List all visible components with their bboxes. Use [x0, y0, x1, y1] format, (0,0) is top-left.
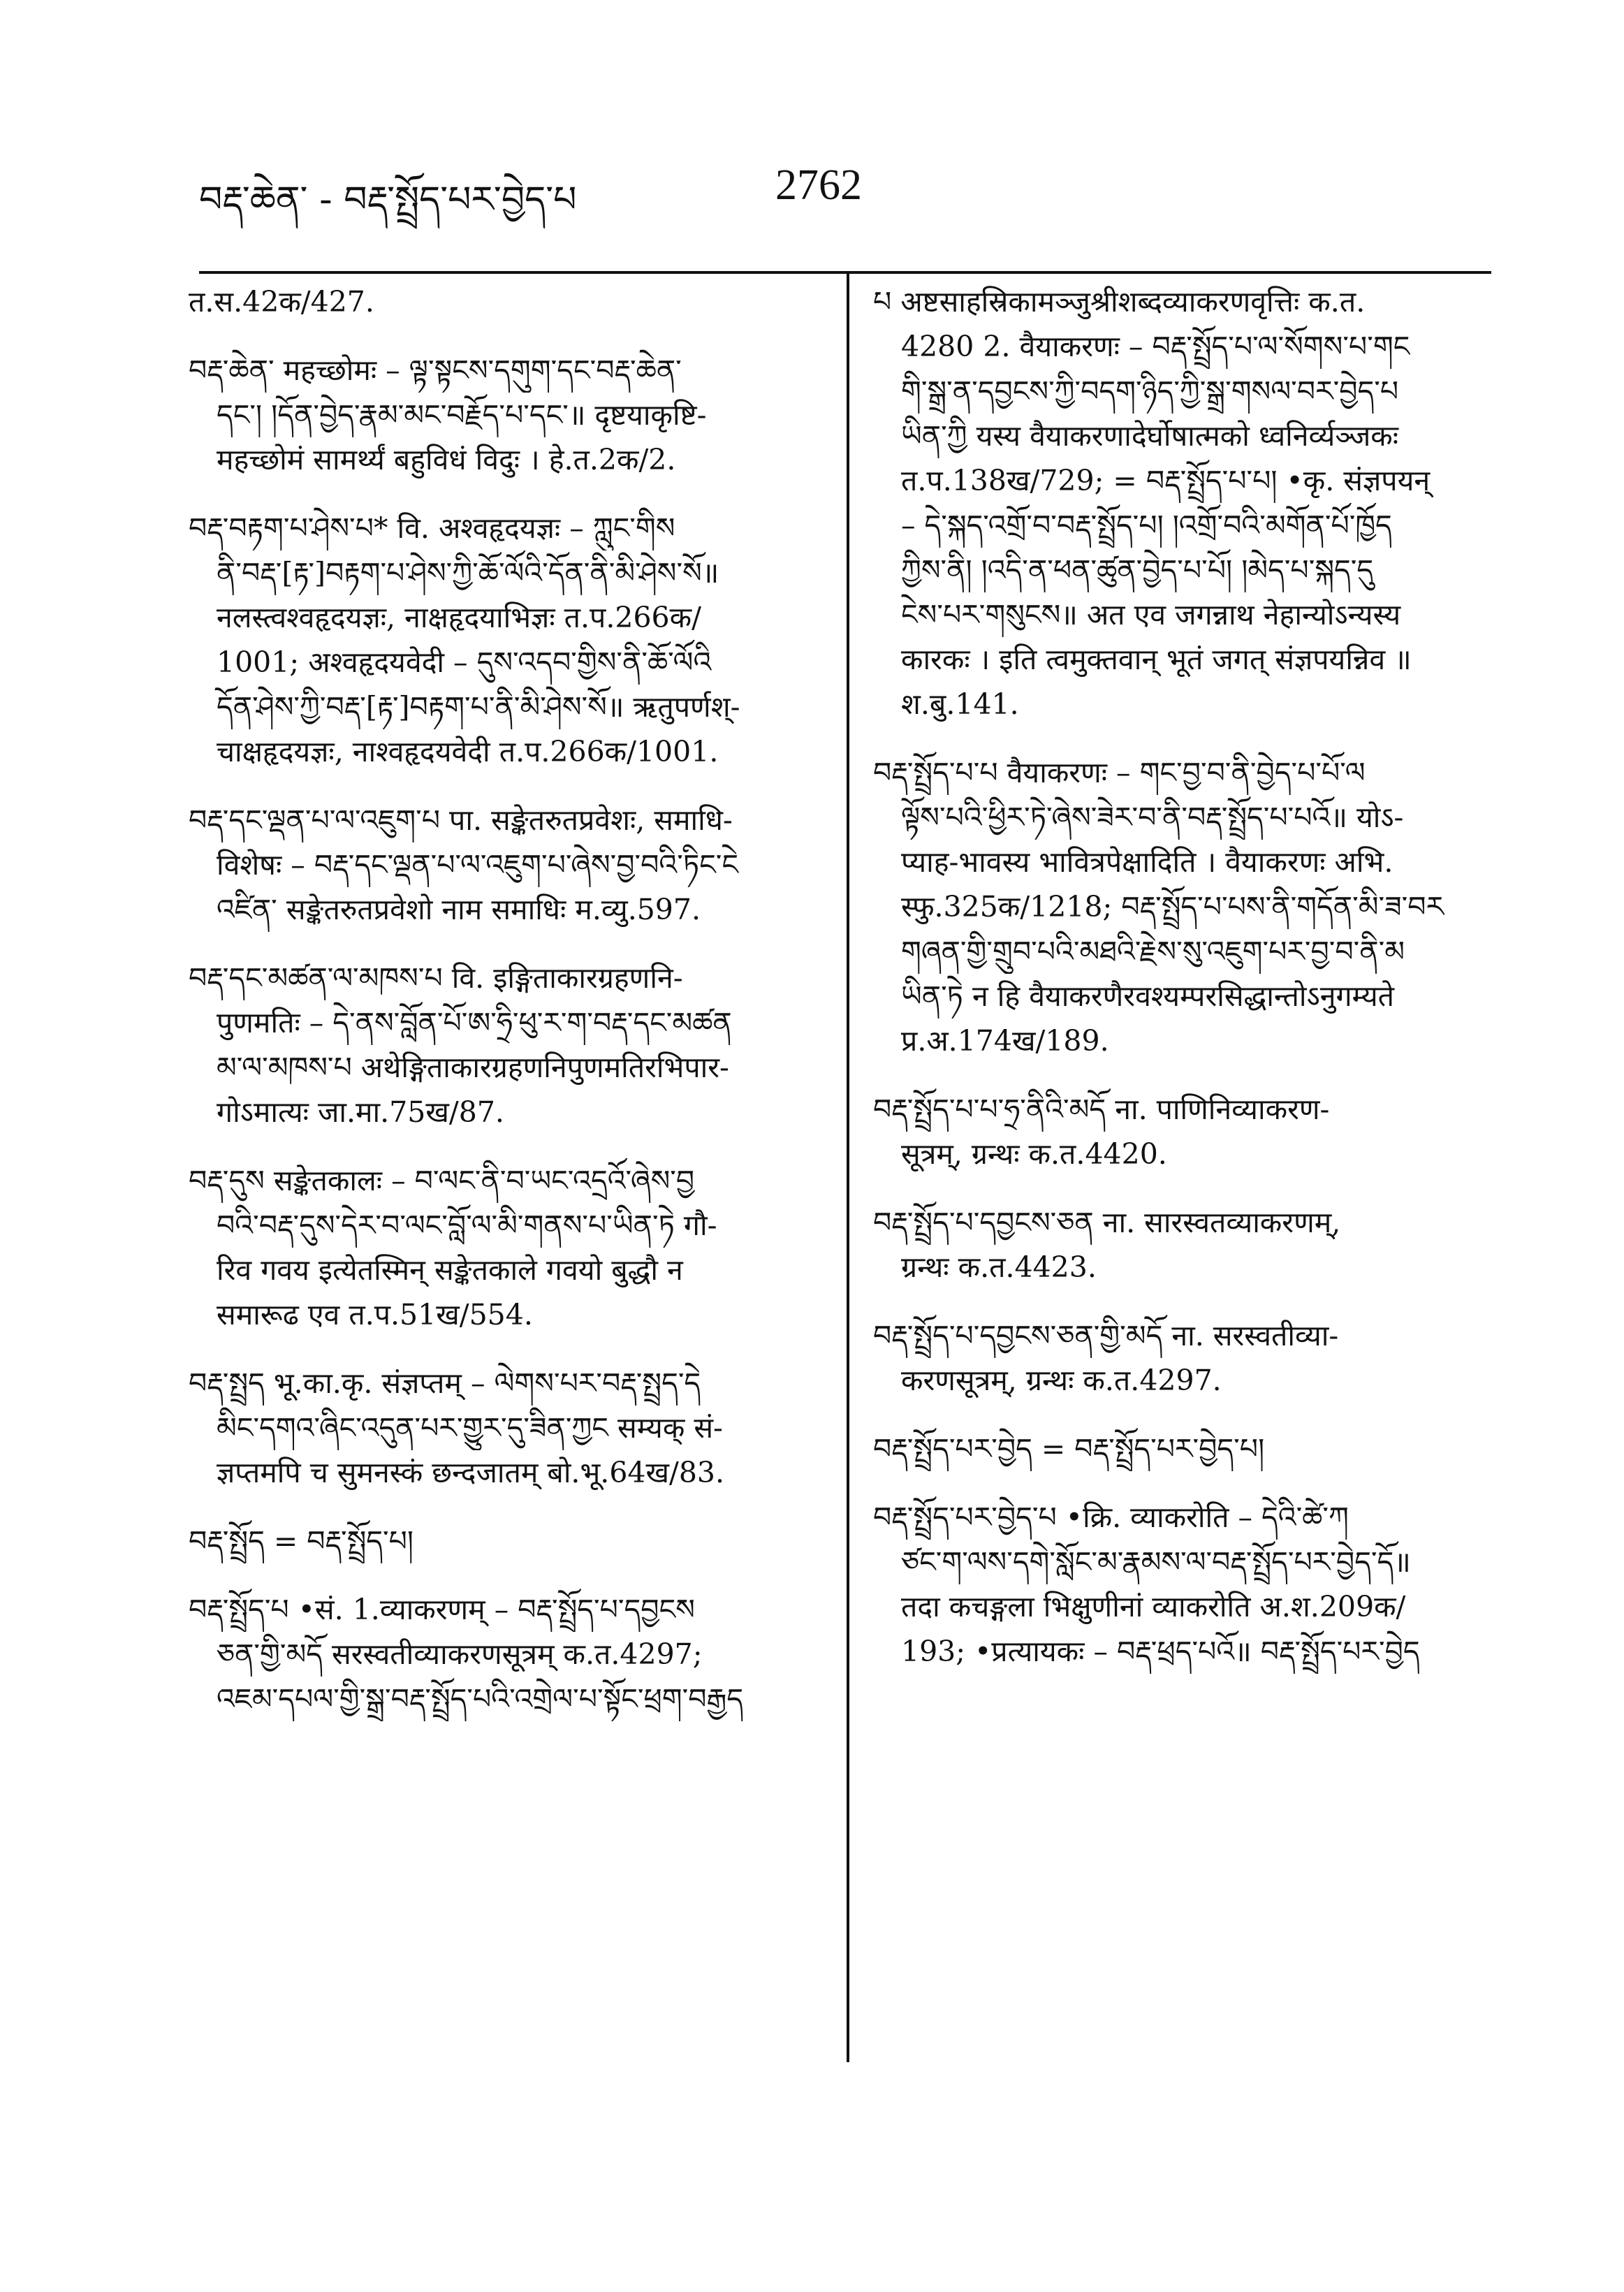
- entry-line: ཅན་གྱི་མདོ सरस्वतीव्याकरणसूत्रम् क.त.4297;: [217, 1637, 703, 1671]
- column-divider: [847, 274, 849, 2062]
- dictionary-entry: [189, 956, 803, 1134]
- entry-line: चाक्षहृदयज्ञः, नाश्वहृदयवेदी त.प.266क/1001.: [217, 735, 719, 768]
- entry-line: 193; •प्रत्यायकः – བརྡ་ཕྲད་པའོ॥ བརྡ་སྤྲོད་པར་བྱེད: [901, 1635, 1420, 1668]
- entry-line: स्फु.325क/1218; བརྡ་སྤྲོད་པ་པས་ནི་གདོན་མི་ཟ་བར: [901, 890, 1444, 924]
- entry-line: བརྡ་སྤྲོད་པ་དབྱངས་ཅན ना. सारस्वतव्याकरणम्,: [873, 1206, 1341, 1239]
- entry-line: करणसूत्रम्, ग्रन्थः क.त.4297.: [901, 1364, 1222, 1397]
- dictionary-entry: [189, 798, 803, 932]
- entry-line: सूत्रम्, ग्रन्थः क.त.4420.: [901, 1137, 1167, 1171]
- dictionary-entry: [189, 348, 803, 482]
- dictionary-entry: [189, 1361, 803, 1495]
- entry-line: བརྡ་སྤྲོད་པར་བྱེད་པ •क्रि. व्याकरोति – དེའི་ཚེ་ཀ: [873, 1501, 1349, 1534]
- entry-line: བརྡ་བརྟག་པ་ཤེས་པ* वि. अश्वहृदयज्ञः – ཀླུང་གིས: [189, 511, 675, 545]
- entry-line: 1001; अश्वहृदयवेदी – དུས་འདབ་གྱིས་ནི་ཆོ་ལོའི: [217, 645, 712, 679]
- entry-line: བརྡ་སྤྲོད་པ •सं. 1.व्याकरणम् – བརྡ་སྤྲོད་པ་དབྱངས: [189, 1593, 695, 1626]
- entry-line: བའི་བརྡ་དུས་དེར་བ་ལང་བློ་ལ་མི་གནས་པ་ཡིན་ཏེ गौ-: [217, 1209, 717, 1242]
- entry-line: गोऽमात्यः जा.मा.75ख/87.: [217, 1095, 504, 1129]
- entry-line: ངེས་པར་གསུངས॥ अत एव जगन्नाथ नेहान्योऽन्यस्य: [901, 598, 1401, 632]
- entry-line: འཇམ་དཔལ་གྱི་སྒྲ་བརྡ་སྤྲོད་པའི་འགྲེལ་པ་སྟོང་ཕྲག་བརྒྱད: [217, 1682, 744, 1716]
- entry-line: – དེ་སྐད་འགྲོ་བ་བརྡ་སྤྲོད་པ། །འགྲོ་བའི་མགོན་པོ་ཁྱོད: [901, 509, 1392, 542]
- entry-line: བརྡ་སྤྲོད = བརྡ་སྤྲོད་པ།: [189, 1524, 414, 1558]
- entry-line: འཛིན་ सङ्केतरुतप्रवेशो नाम समाधिः म.व्यु.597.: [217, 893, 701, 926]
- entry-line: གཞན་གྱི་གྲུབ་པའི་མཐའི་རྗེས་སུ་འཇུག་པར་བྱ་བ་ནི་མ: [901, 935, 1405, 968]
- dictionary-entry: [873, 750, 1488, 1063]
- entry-line: བརྡ་སྤྲོད་པ་པ་ཧྲ་ནིའི་མདོ ना. पाणिनिव्याकरण-: [873, 1093, 1330, 1126]
- entry-line: བརྡ་དང་ལྡན་པ་ལ་འཇུག་པ पा. सङ्केतरुतप्रवेशः, समाधि-: [189, 803, 733, 837]
- entry-line: रिव गवय इत्येतस्मिन् सङ्केतकाले गवयो बुद्धौ न: [217, 1253, 683, 1287]
- dictionary-entry: [189, 279, 803, 324]
- entry-line: བརྡ་དང་མཚན་ལ་མཁས་པ वि. इङ्गिताकारग्रहणनि-: [189, 961, 683, 995]
- entry-line: དོན་ཤེས་ཀྱི་བརྡ་[རྟ་]བརྟག་པ་ནི་མི་ཤེས་སོ॥ ऋतुपर्णश्-: [217, 690, 740, 724]
- left-column: [189, 279, 803, 1745]
- entry-line: महच्छोमं सामर्थ्यं बहुविधं विदुः । हे.त.2क/2.: [217, 443, 676, 476]
- entry-line: नलस्त्वश्वहृदयज्ञः, नाक्षहृदयाभिज्ञः त.प.266क/: [217, 601, 701, 634]
- right-column: [873, 279, 1488, 1698]
- dictionary-entry: [873, 1087, 1488, 1176]
- entry-line: མིང་དགའ་ཞིང་འདུན་པར་གྱུར་དུ་ཟིན་ཀྱང सम्यक् सं-: [217, 1411, 723, 1445]
- entry-line: བརྡ་སྤྲོད་པར་བྱེད = བརྡ་སྤྲོད་པར་བྱེད་པ།: [873, 1432, 1265, 1466]
- entry-line: ཡིན་ཀྱི यस्य वैयाकरणादेर्घोषात्मको ध्वनिर्व्यञ्जकः: [901, 419, 1399, 453]
- dictionary-entry: [873, 1426, 1488, 1471]
- dictionary-entry: [189, 1519, 803, 1563]
- entry-line: श.बु.141.: [901, 687, 1019, 721]
- entry-line: གི་སྒྲ་ན་དབྱངས་ཀྱི་བདག་ཉིད་ཀྱི་སྒྲ་གསལ་བར་བྱེད་པ: [901, 374, 1399, 408]
- dictionary-entry: [189, 506, 803, 774]
- entry-line: ཡིན་ཏེ न हि वैयाकरणैरवश्यम्परसिद्धान्तोऽनुगम्यते: [901, 979, 1395, 1013]
- entry-line: प्याह-भावस्य भावित्रपेक्षादिति । वैयाकरणः अभि.: [901, 845, 1393, 879]
- entry-line: कारकः । इति त्वमुक्तवान् भूतं जगत् संज्ञपयन्निव ॥: [901, 643, 1412, 676]
- entry-line: ཀྱིས་ནི། །འདི་ན་ཕན་ཚུན་བྱེད་པ་པོ། །མེད་པ་སྐད་དུ: [901, 553, 1374, 587]
- entry-line: समारूढ एव त.प.51ख/554.: [217, 1298, 533, 1331]
- dictionary-entry: [873, 1495, 1488, 1674]
- dictionary-entry: [873, 279, 1488, 727]
- dictionary-entry: [873, 1200, 1488, 1290]
- entry-line: བརྡ་སྤྲད भू.का.कृ. संज्ञप्तम् – ལེགས་པར་བརྡ་སྤྲད་དེ: [189, 1366, 701, 1400]
- entry-line: ग्रन्थः क.त.4423.: [901, 1250, 1097, 1284]
- dictionary-entry: [189, 1587, 803, 1721]
- entry-line: त.प.138ख/729; = བརྡ་སྤྲོད་པ་པ། •कृ. संज्ञपयन्: [901, 464, 1431, 497]
- entry-line: པ अष्टसाहस्रिकामञ्जुश्रीशब्दव्याकरणवृत्तिः क.त.: [873, 285, 1366, 319]
- entry-line: 4280 2. वैयाकरणः – བརྡ་སྤྲོད་པ་ལ་སོགས་པ་གང: [901, 330, 1410, 363]
- entry-line: पुणमतिः – དེ་ནས་བློན་པོ་ཨ་ཧྲི་ཕུ་ར་ག་བརྡ་དང་མཚན: [217, 1006, 732, 1039]
- dictionary-entry: [189, 1158, 803, 1337]
- entry-line: ལྟོས་པའི་ཕྱིར་ཏེ་ཞེས་ཟེར་བ་ནི་བརྡ་སྤྲོད་པ་པའོ॥ योऽ-: [901, 801, 1404, 834]
- header-rule: [199, 271, 1491, 274]
- entry-line: མ་ལ་མཁས་པ अथेङ्गिताकारग्रहणनिपुणमतिरभिपार-: [217, 1051, 729, 1084]
- entry-line: ཙང་ག་ལས་དགེ་སློང་མ་རྣམས་ལ་བརྡ་སྤྲོད་པར་བྱེད་དོ॥: [901, 1545, 1411, 1579]
- page-number: 2762: [775, 161, 862, 209]
- dictionary-entry: [873, 1313, 1488, 1403]
- entry-line: དང་། །དོན་བྱེད་རྣམ་མང་བརྗོད་པ་དང་॥ दृष्टयाकृष्टि-: [217, 398, 707, 432]
- entry-line: ནི་བརྡ་[རྟ་]བརྟག་པ་ཤེས་ཀྱི་ཆོ་ལོའི་དོན་ནི་མི་ཤེས་སོ॥: [217, 556, 719, 590]
- entry-line: विशेषः – བརྡ་དང་ལྡན་པ་ལ་འཇུག་པ་ཞེས་བྱ་བའི་ཏིང་ངེ: [217, 848, 739, 882]
- entry-line: བརྡ་དུས सङ्केतकालः – བ་ལང་ནི་བ་ཡང་འདྲའོ་ཞེས་བྱ: [189, 1164, 695, 1197]
- entry-line: त.स.42क/427.: [189, 285, 374, 319]
- entry-line: तदा कचङ्गला भिक्षुणीनां व्याकरोति अ.श.209क/: [901, 1590, 1406, 1623]
- entry-line: ज्ञप्तमपि च सुमनस्कं छन्दजातम् बो.भू.64ख/83.: [217, 1456, 725, 1489]
- entry-line: प्र.अ.174ख/189.: [901, 1024, 1109, 1058]
- entry-line: བརྡ་ཆེན་ महच्छोमः – ལྟ་སྟངས་དགུག་དང་བརྡ་ཆེན་: [189, 353, 682, 387]
- running-head: བརྡ་ཆེན་ - བརྡ་སྤྲོད་པར་བྱེད་པ: [199, 179, 577, 221]
- entry-line: བརྡ་སྤྲོད་པ་པ वैयाकरणः – གང་བྱ་བ་ནི་བྱེད་པ་པོ་ལ: [873, 756, 1366, 789]
- entry-line: བརྡ་སྤྲོད་པ་དབྱངས་ཅན་གྱི་མདོ ना. सरस्वतीव्या-: [873, 1319, 1339, 1352]
